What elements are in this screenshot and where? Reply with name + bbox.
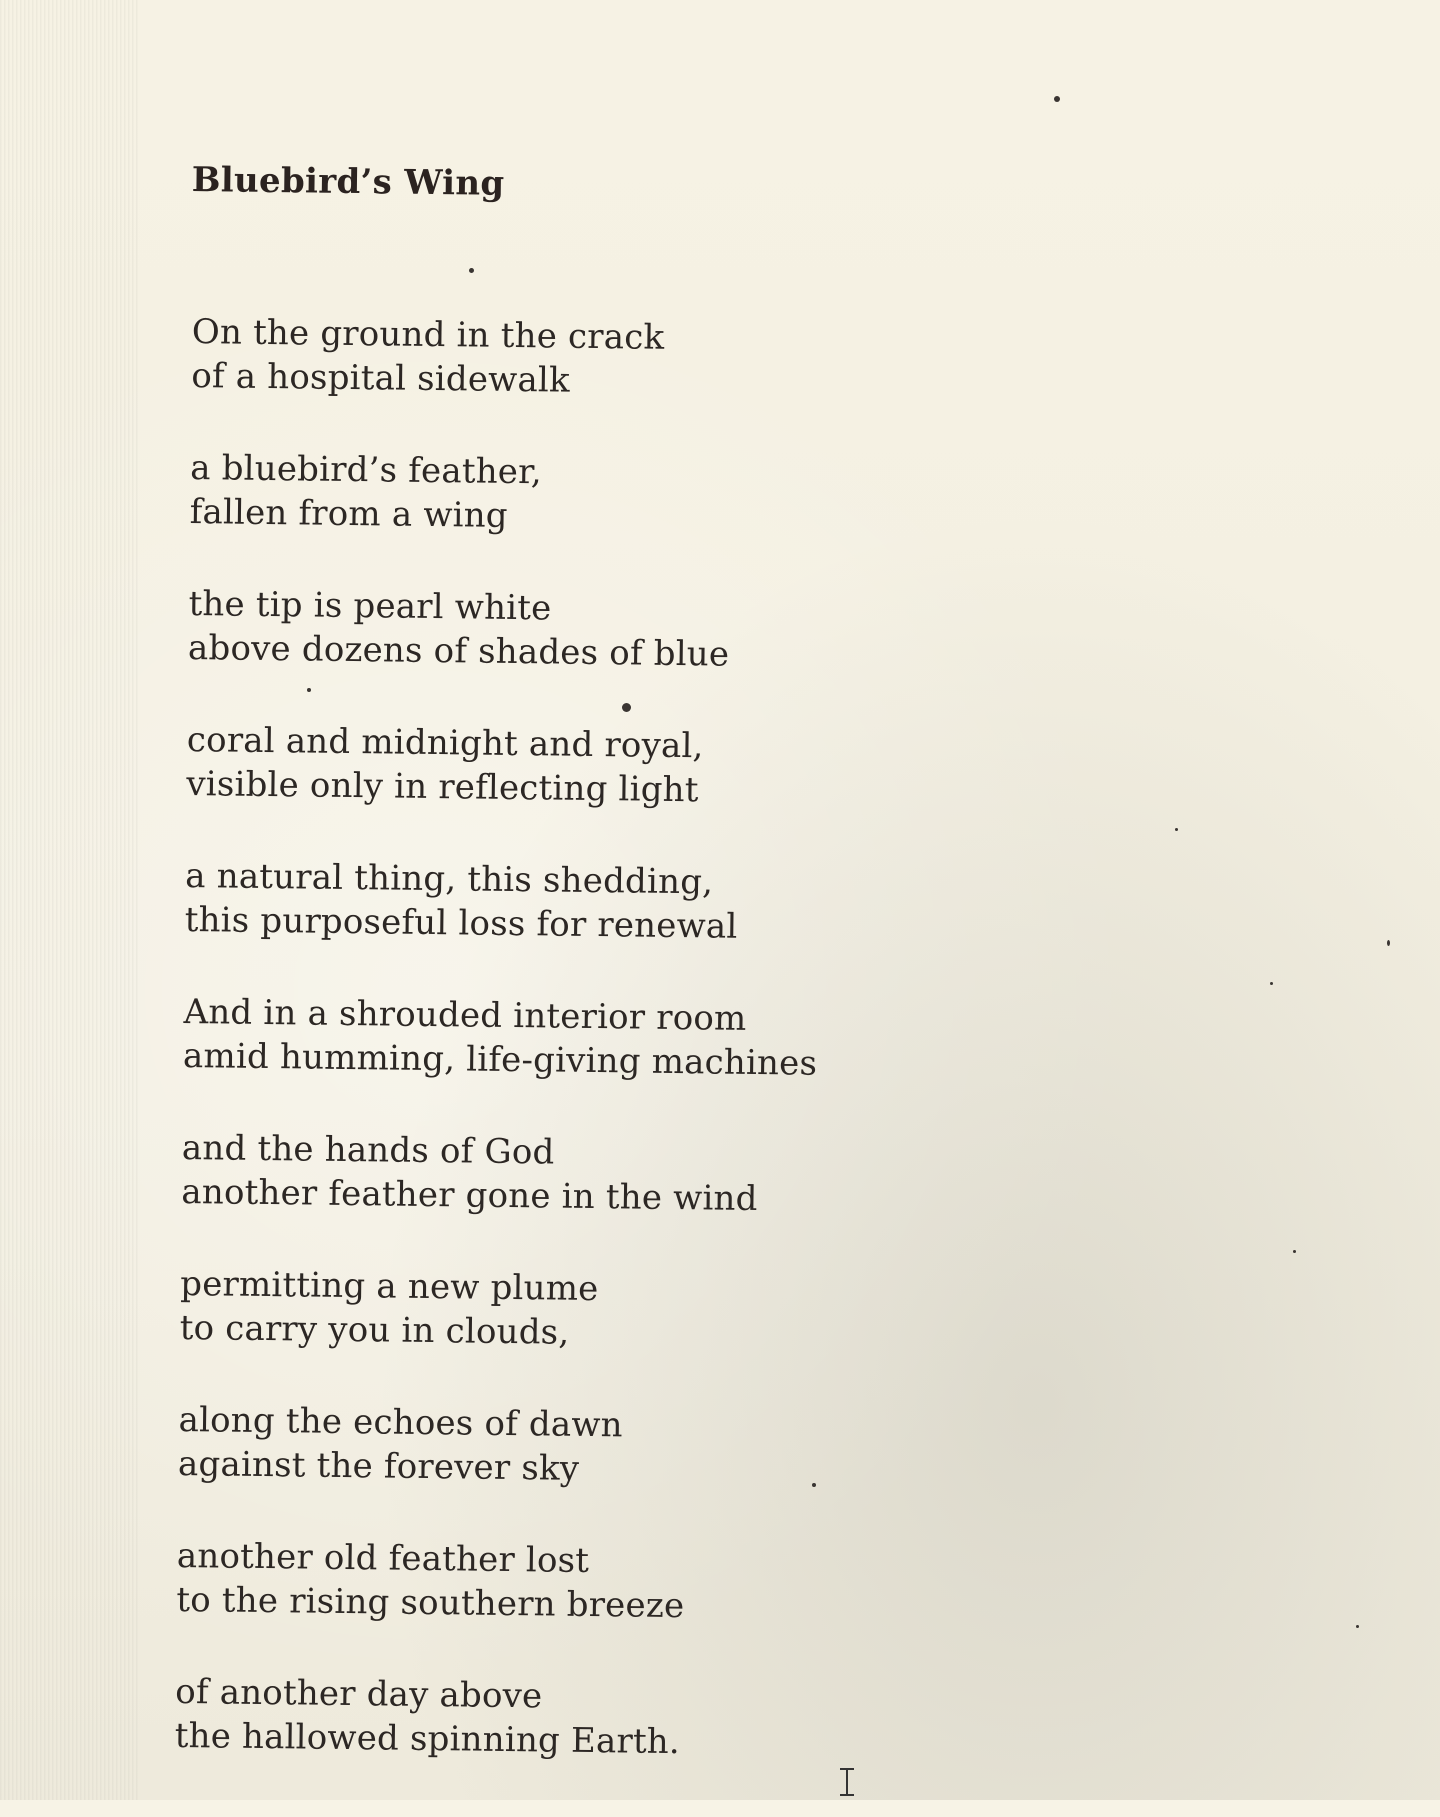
poem-line: another feather gone in the wind bbox=[181, 1171, 758, 1220]
screen-moire bbox=[0, 0, 140, 1800]
poem-line: a natural thing, this shedding, bbox=[185, 855, 714, 903]
poem-line: another old feather lost bbox=[176, 1535, 590, 1581]
dust-speck bbox=[1270, 982, 1273, 985]
dust-speck bbox=[1387, 940, 1390, 946]
dust-speck bbox=[1293, 1250, 1296, 1253]
stanza bbox=[191, 310, 1088, 409]
stanza bbox=[181, 1126, 1078, 1225]
poem-line: fallen from a wing bbox=[189, 492, 509, 536]
poem-line: of another day above bbox=[175, 1671, 543, 1717]
stanza bbox=[188, 582, 1085, 681]
stanza bbox=[189, 446, 1086, 545]
poem-line: permitting a new plume bbox=[180, 1263, 599, 1310]
poem-line: amid humming, life-giving machines bbox=[182, 1035, 818, 1084]
dust-speck bbox=[622, 703, 631, 712]
dust-speck bbox=[812, 1483, 816, 1487]
poem-line: the tip is pearl white bbox=[188, 584, 552, 629]
poem-line: On the ground in the crack bbox=[191, 312, 665, 358]
stanza bbox=[176, 1534, 1073, 1633]
dust-speck bbox=[1054, 96, 1060, 102]
poem-line: and the hands of God bbox=[181, 1127, 555, 1173]
stanza bbox=[174, 1670, 1071, 1769]
poem-line: of a hospital sidewalk bbox=[191, 356, 571, 401]
dust-speck bbox=[1175, 828, 1178, 831]
stanza bbox=[184, 854, 1081, 953]
document-page[interactable] bbox=[170, 160, 1090, 1817]
stanza bbox=[178, 1398, 1075, 1497]
poem-line: above dozens of shades of blue bbox=[187, 628, 730, 675]
stanza bbox=[183, 990, 1080, 1089]
dust-speck bbox=[469, 268, 474, 273]
poem-line: to carry you in clouds, bbox=[179, 1307, 570, 1353]
dust-speck bbox=[307, 688, 311, 692]
poem-line: against the forever sky bbox=[177, 1443, 580, 1489]
dust-speck bbox=[1356, 1625, 1359, 1628]
text-cursor-icon bbox=[840, 1768, 854, 1796]
poem-title: Bluebird’s Wing bbox=[191, 160, 505, 204]
poem-line: the hallowed spinning Earth. bbox=[174, 1715, 681, 1763]
stanza bbox=[179, 1262, 1076, 1361]
poem-line: visible only in reflecting light bbox=[186, 764, 699, 811]
poem-line: to the rising southern breeze bbox=[176, 1579, 685, 1627]
poem-line: And in a shrouded interior room bbox=[183, 991, 747, 1039]
stanza bbox=[186, 718, 1083, 817]
poem-line: along the echoes of dawn bbox=[178, 1399, 624, 1446]
poem-line: coral and midnight and royal, bbox=[186, 720, 704, 767]
poem-line: a bluebird’s feather, bbox=[189, 448, 543, 493]
poem-line: this purposeful loss for renewal bbox=[184, 899, 738, 947]
